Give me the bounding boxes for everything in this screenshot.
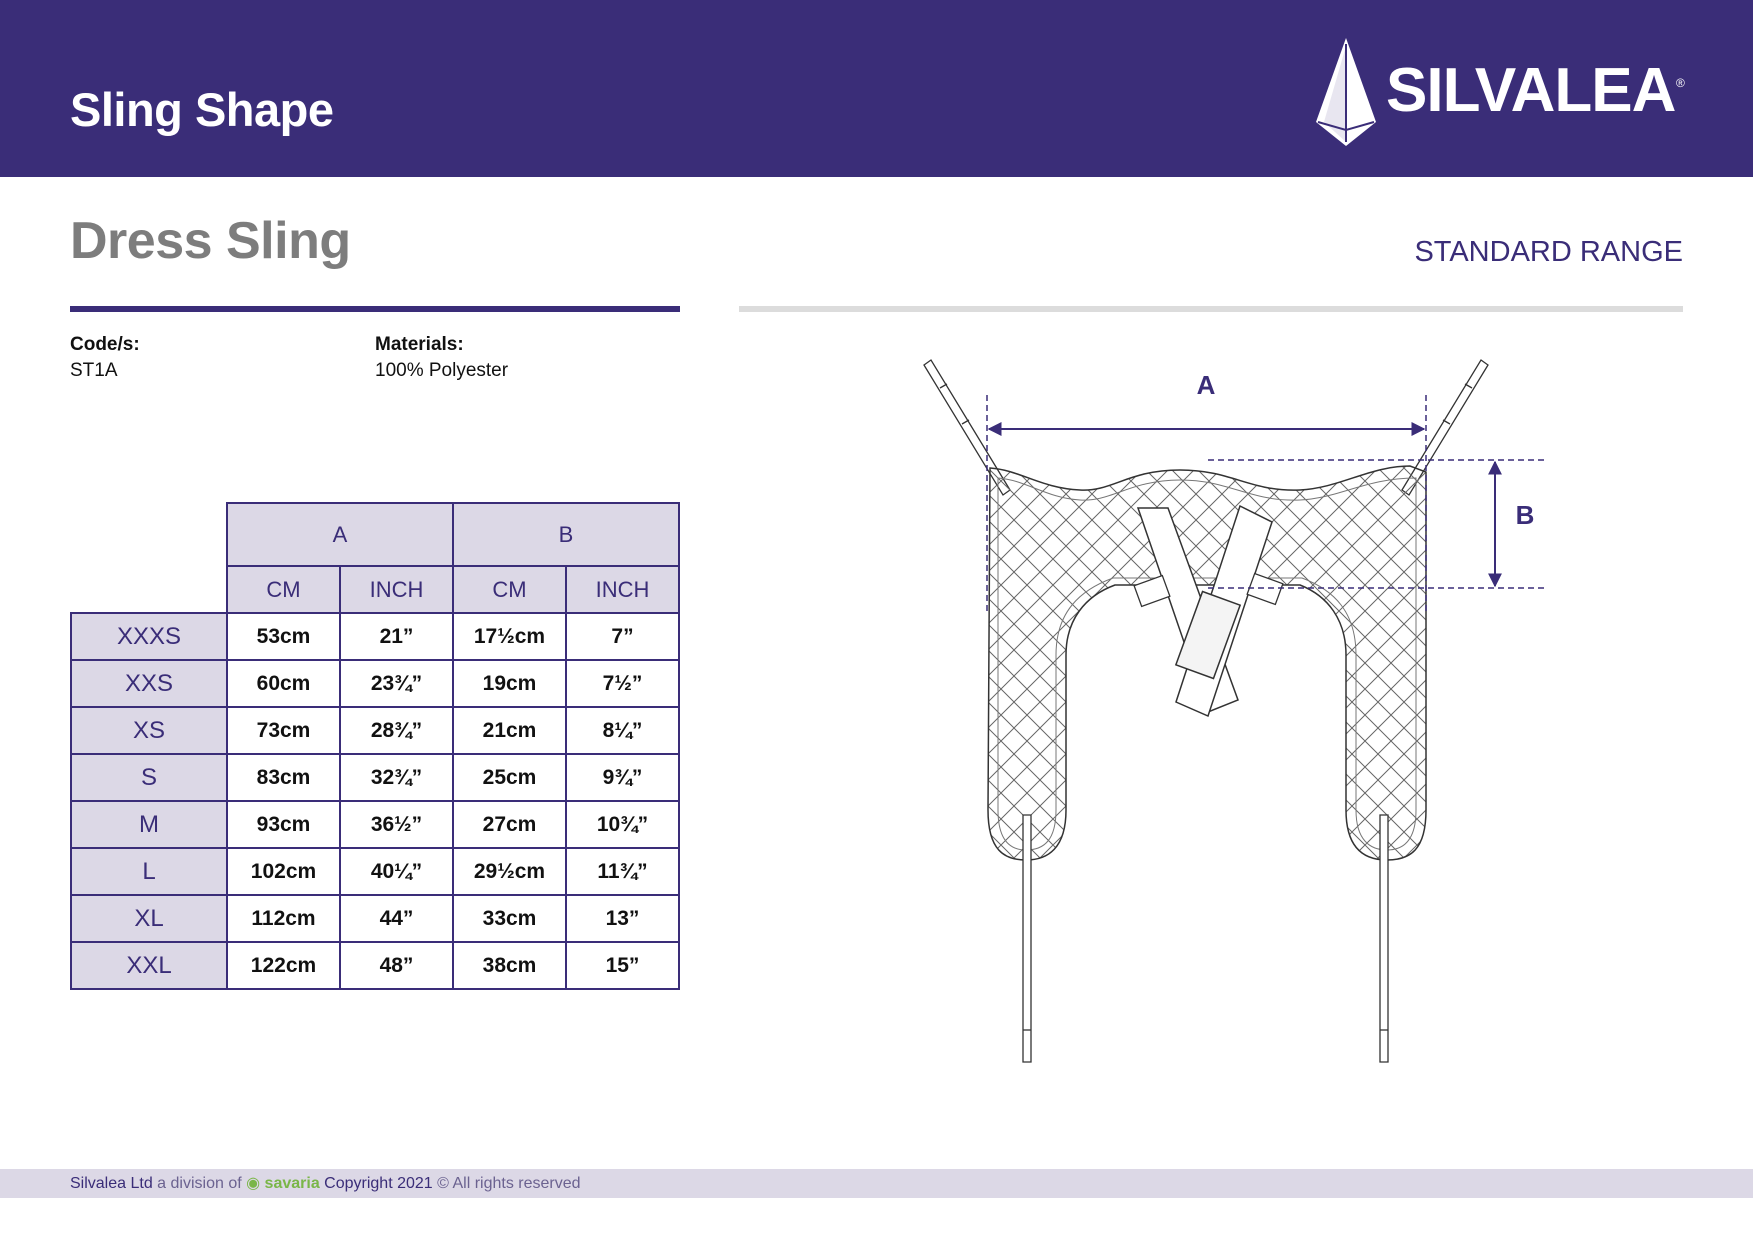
size-label: S: [71, 754, 227, 801]
a-inch-value: 48”: [340, 942, 453, 989]
b-cm-value: 21cm: [453, 707, 566, 754]
b-cm-value: 29½cm: [453, 848, 566, 895]
table-row: [71, 613, 679, 660]
unit-header-b-inch: INCH: [566, 566, 679, 613]
leg-strap-right: [1380, 815, 1388, 1062]
table-group-header-row: [71, 503, 679, 566]
dimension-a-label: A: [1196, 370, 1216, 400]
unit-header-a-cm: CM: [227, 566, 340, 613]
silvalea-logo: [1312, 38, 1686, 146]
materials-value: 100% Polyester: [375, 360, 509, 381]
b-inch-value: 11¾”: [566, 848, 679, 895]
table-row: [71, 848, 679, 895]
footer-division: a division of: [157, 1175, 242, 1192]
savaria-logo-icon: ◉: [246, 1175, 261, 1192]
size-label: XS: [71, 707, 227, 754]
a-cm-value: 83cm: [227, 754, 340, 801]
sling-diagram: [900, 350, 1600, 1070]
a-cm-value: 122cm: [227, 942, 340, 989]
b-inch-value: 7½”: [566, 660, 679, 707]
a-inch-value: 32¾”: [340, 754, 453, 801]
b-cm-value: 38cm: [453, 942, 566, 989]
table-row: [71, 660, 679, 707]
b-inch-value: 9¾”: [566, 754, 679, 801]
brand-name: SILVALEA: [1386, 56, 1676, 125]
header-title: Sling Shape: [70, 83, 334, 136]
footer-text: [70, 1173, 581, 1193]
a-cm-value: 73cm: [227, 707, 340, 754]
table-row: [71, 942, 679, 989]
table-corner: [71, 566, 227, 613]
footer-copyright: Copyright 2021: [324, 1175, 433, 1192]
size-label: L: [71, 848, 227, 895]
table-unit-header-row: [71, 566, 679, 613]
dimension-b-label: B: [1515, 500, 1535, 530]
size-label: M: [71, 801, 227, 848]
b-inch-value: 8¼”: [566, 707, 679, 754]
a-inch-value: 23¾”: [340, 660, 453, 707]
b-cm-value: 25cm: [453, 754, 566, 801]
table-row: [71, 754, 679, 801]
header-band: [0, 0, 1753, 177]
range-label: STANDARD RANGE: [1414, 236, 1683, 268]
size-label: XXS: [71, 660, 227, 707]
unit-header-b-cm: CM: [453, 566, 566, 613]
footer-parent-brand: savaria: [264, 1175, 320, 1192]
title-divider: [70, 306, 680, 312]
a-inch-value: 21”: [340, 613, 453, 660]
unit-header-a-inch: INCH: [340, 566, 453, 613]
table-corner: [71, 503, 227, 566]
b-cm-value: 19cm: [453, 660, 566, 707]
size-chart-table: [70, 502, 680, 990]
footer-company: Silvalea Ltd: [70, 1175, 153, 1192]
a-cm-value: 60cm: [227, 660, 340, 707]
group-header-a: A: [227, 503, 453, 566]
b-inch-value: 13”: [566, 895, 679, 942]
table-row: [71, 895, 679, 942]
b-inch-value: 7”: [566, 613, 679, 660]
materials-label: Materials:: [375, 334, 464, 355]
leg-strap-left: [1023, 815, 1031, 1062]
size-label: XL: [71, 895, 227, 942]
a-cm-value: 112cm: [227, 895, 340, 942]
footer-rights: © All rights reserved: [437, 1175, 581, 1192]
b-inch-value: 10¾”: [566, 801, 679, 848]
codes-value: ST1A: [70, 360, 118, 381]
a-inch-value: 28¾”: [340, 707, 453, 754]
a-cm-value: 53cm: [227, 613, 340, 660]
a-cm-value: 102cm: [227, 848, 340, 895]
a-cm-value: 93cm: [227, 801, 340, 848]
size-label: XXXS: [71, 613, 227, 660]
a-inch-value: 36½”: [340, 801, 453, 848]
registered-mark: ®: [1676, 76, 1685, 90]
table-row: [71, 801, 679, 848]
b-cm-value: 17½cm: [453, 613, 566, 660]
a-inch-value: 44”: [340, 895, 453, 942]
footer-band: [0, 1169, 1753, 1198]
section-divider: [739, 306, 1683, 312]
b-cm-value: 27cm: [453, 801, 566, 848]
codes-label: Code/s:: [70, 334, 140, 355]
b-inch-value: 15”: [566, 942, 679, 989]
size-label: XXL: [71, 942, 227, 989]
product-title: Dress Sling: [70, 212, 351, 270]
b-cm-value: 33cm: [453, 895, 566, 942]
table-row: [71, 707, 679, 754]
silvalea-flame-icon: [1316, 38, 1376, 146]
a-inch-value: 40¼”: [340, 848, 453, 895]
group-header-b: B: [453, 503, 679, 566]
